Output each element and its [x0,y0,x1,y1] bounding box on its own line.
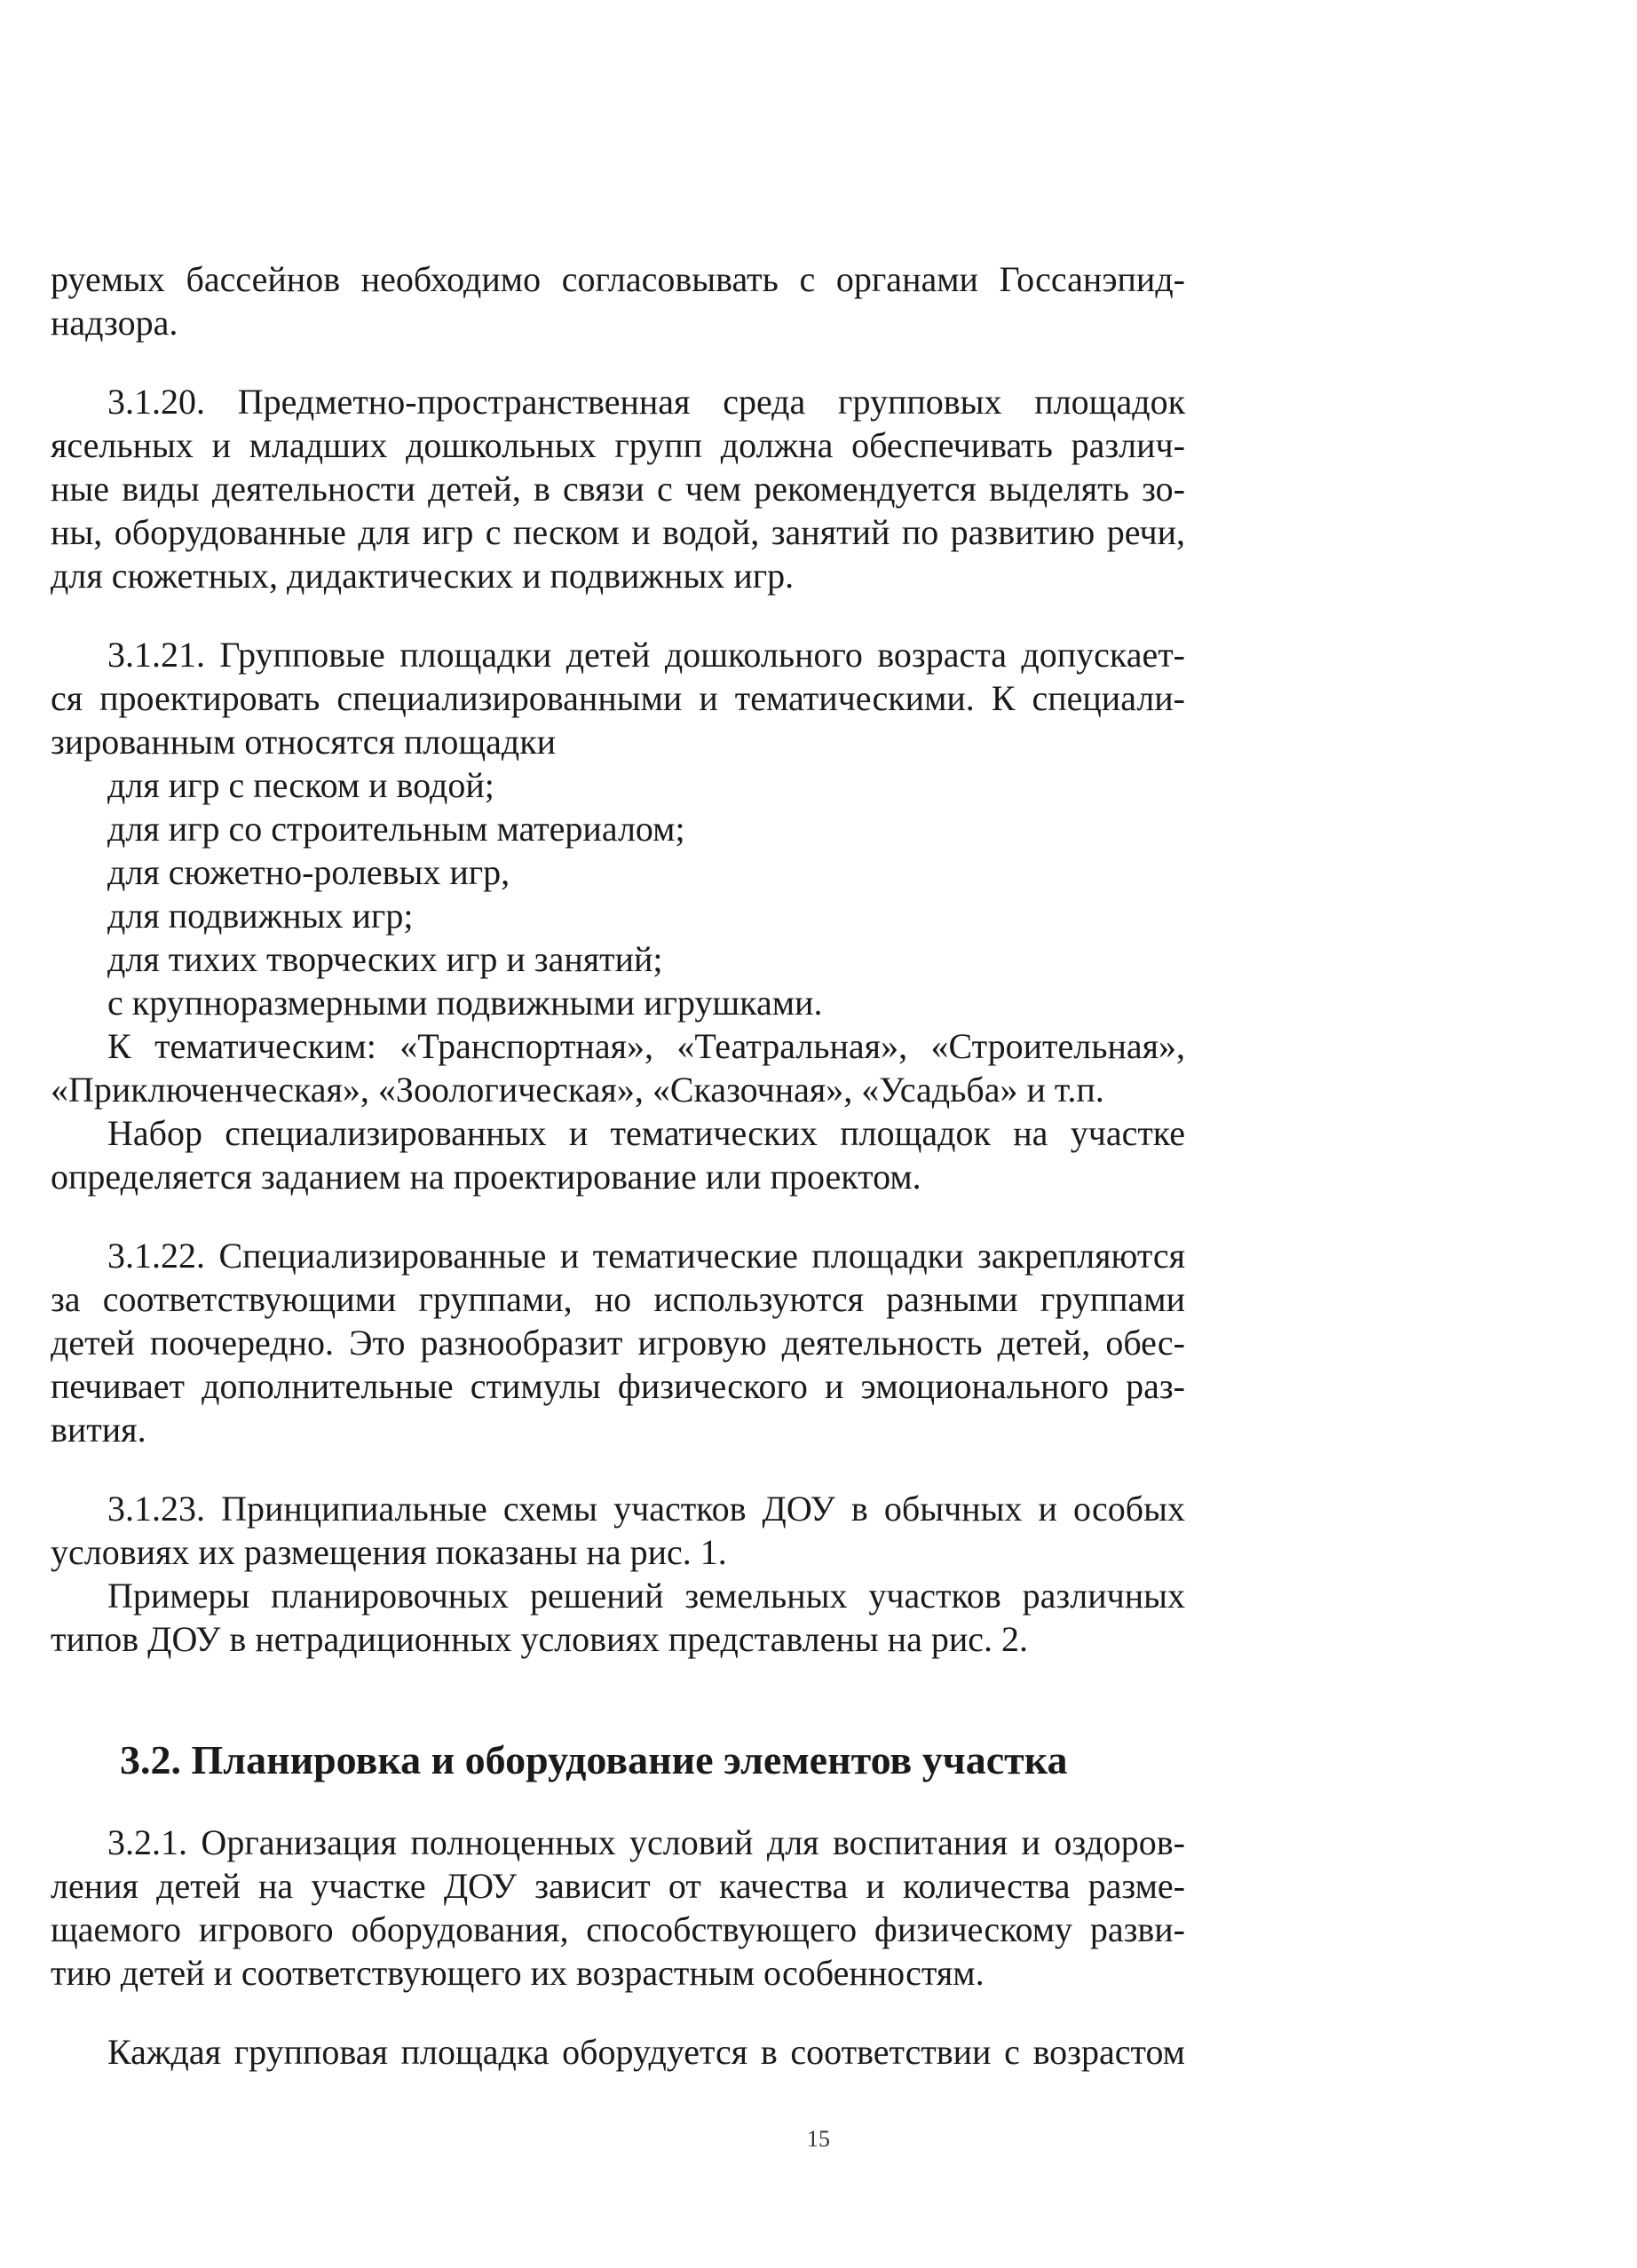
paragraph-3-2-1 [51,1821,1185,1995]
text-line: 3.1.23. Принципиальные схемы участков ДОУ в обычных и особых [107,1489,1185,1529]
paragraph-pool-approval [51,257,1185,344]
document-page [51,257,1185,2074]
text-line: ясельных и младших дошкольных групп должна обеспечивать различ- [51,425,1185,465]
text-line: детей поочередно. Это разнообразит игровую деятельность детей, обес- [51,1323,1185,1363]
paragraph-3-1-20 [51,380,1185,597]
text-line: 3.1.22. Специализированные и тематические площадки закрепляются [107,1236,1185,1276]
text-line: щаемого игрового оборудования, способствующего физическому разви- [51,1909,1185,1949]
text-line: надзора. [51,303,178,343]
section-heading: 3.2. Планировка и оборудование элементов участка [120,1737,1068,1782]
text-line: «Приключенческая», «Зоологическая», «Сказочная», «Усадьба» и т.п. [51,1070,1104,1110]
text-line: условиях их размещения показаны на рис. 1. [51,1532,727,1572]
list-item: для тихих творческих игр и занятий; [107,939,663,979]
text-line: печивает дополнительные стимулы физического и эмоционального раз- [51,1366,1185,1406]
list-item: для игр с песком и водой; [107,765,494,805]
text-line: определяется заданием на проектирование или проектом. [51,1157,921,1197]
text-line: типов ДОУ в нетрадиционных условиях представлены на рис. 2. [51,1619,1028,1659]
text-line: Примеры планировочных решений земельных участков различных [107,1576,1185,1616]
paragraph-3-1-22 [51,1234,1185,1451]
text-line: 3.1.21. Групповые площадки детей дошкольного возраста допускает- [107,635,1185,675]
text-line: Каждая групповая площадка оборудуется в соответствии с возрастом [107,2032,1185,2072]
text-line: тию детей и соответствующего их возрастным особенностям. [51,1953,985,1993]
page-number: 15 [807,2126,830,2152]
text-line: Набор специализированных и тематических площадок на участке [107,1113,1185,1153]
text-line: ные виды деятельности детей, в связи с чем рекомендуется выделять зо- [51,469,1185,509]
text-line: за соответствующими группами, но используются разными группами [51,1279,1185,1319]
list-item: для игр со строительным материалом; [107,809,685,849]
text-line: К тематическим: «Транспортная», «Театральная», «Строительная», [107,1026,1185,1066]
text-line: ления детей на участке ДОУ зависит от качества и количества разме- [51,1866,1185,1906]
paragraph-group-equipment [51,2030,1185,2074]
list-item: для сюжетно-ролевых игр, [107,852,510,892]
text-line: 3.1.20. Предметно-пространственная среда групповых площадок [107,382,1185,422]
text-line: руемых бассейнов необходимо согласовывать с органами Госсанэпид- [51,259,1185,299]
text-line: ся проектировать специализированными и тематическими. К специали- [51,678,1185,718]
text-line: 3.2.1. Организация полноценных условий для воспитания и оздоров- [107,1822,1185,1862]
specialized-playgrounds-list [51,763,1185,1024]
text-line: вития. [51,1410,146,1450]
text-line: для сюжетных, дидактических и подвижных игр. [51,556,795,596]
list-item: с крупноразмерными подвижными игрушками. [107,983,823,1023]
text-line: ны, оборудованные для игр с песком и водой, занятий по развитию речи, [51,512,1185,552]
paragraph-3-1-21 [51,633,1185,1198]
text-line: зированным относятся площадки [51,722,557,762]
list-item: для подвижных игр; [107,896,414,936]
paragraph-3-1-23 [51,1487,1185,1661]
